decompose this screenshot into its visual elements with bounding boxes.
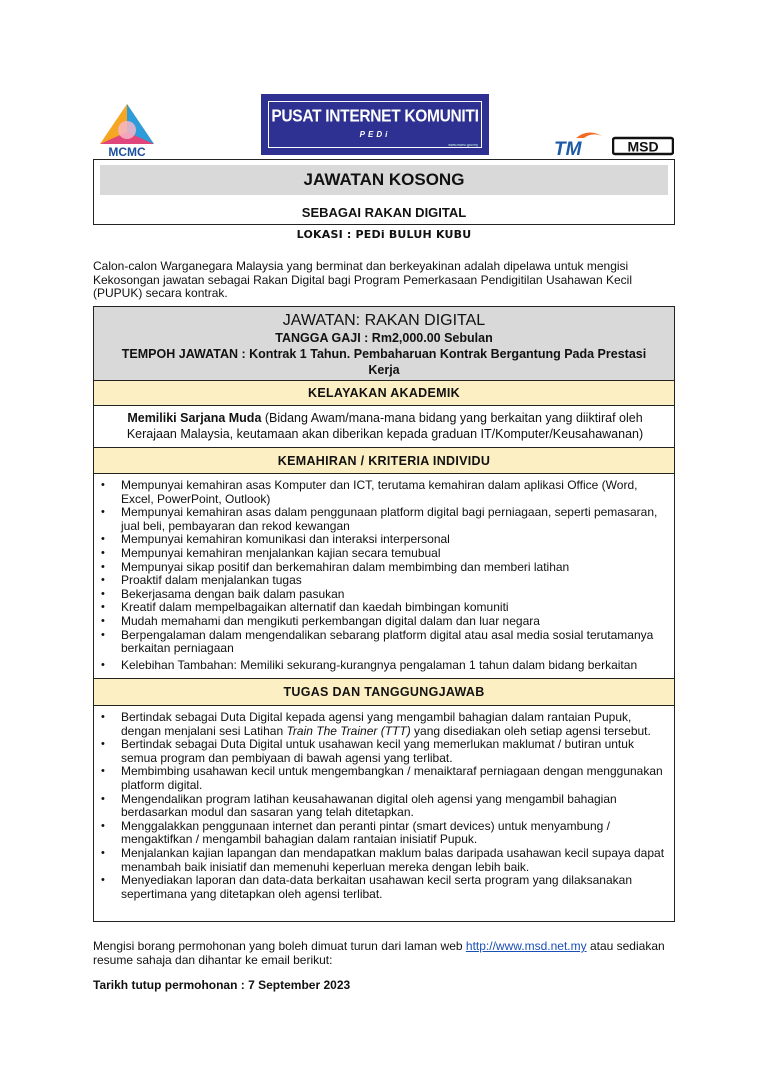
page-subtitle: SEBAGAI RAKAN DIGITAL — [301, 205, 467, 220]
svg-text:MCMC: MCMC — [108, 145, 146, 158]
duties-list — [94, 711, 666, 901]
pedi-logo-title: PUSAT INTERNET KOMUNITI — [271, 106, 479, 127]
skills-heading: KEMAHIRAN / KRITERIA INDIVIDU — [94, 448, 674, 474]
skill-item: • Mudah memahami dan mengikuti perkembangan digital dalam dan luar negara — [94, 615, 666, 629]
academic-degree: Memiliki Sarjana Muda — [127, 411, 262, 425]
svg-text:TM: TM — [554, 139, 582, 156]
duty-item: • Menyediakan laporan dan data-data berkaitan usahawan kecil serta program yang dilaksanakan sepertimana yang ditetapkan oleh agensi terlibat. — [94, 874, 666, 901]
duty-item: • Menggalakkan penggunaan internet dan peranti pintar (smart devices) untuk menyambung / mengaktifkan / mengambil bahagian dalam rantaian inisiatif Pupuk. — [94, 820, 666, 847]
skill-item: • Kreatif dalam mempelbagaikan alternatif dan kaedah bimbingan komuniti — [94, 601, 666, 615]
pedi-logo-subtitle: PEDi — [359, 130, 391, 139]
pedi-logo-url: www.mcmc.gov.my — [448, 143, 478, 147]
job-tenure: TEMPOH JAWATAN : Kontrak 1 Tahun. Pembaharuan Kontrak Bergantung Pada Prestasi Kerja — [121, 347, 647, 377]
page-title: JAWATAN KOSONG — [100, 165, 668, 195]
closing-date: Tarikh tutup permohonan : 7 September 2023 — [93, 978, 351, 992]
duty-item: • Membimbing usahawan kecil untuk mengembangkan / menaiktaraf perniagaan dengan menggunakan platform digital. — [94, 765, 666, 792]
tm-logo — [554, 130, 604, 156]
apply-text: atau sediakan resume sahaja dan dihantar ke email berikut: — [93, 939, 665, 967]
skill-item: • Mempunyai kemahiran asas dalam penggunaan platform digital bagi perniagaan, seperti pemasaran, jual beli, pembayaran dan rekod kewangan — [94, 506, 666, 533]
academic-requirement — [94, 406, 674, 448]
msd-website-link[interactable]: http://www.msd.net.my — [465, 939, 587, 953]
location: LOKASI : PEDi BULUH KUBU — [296, 228, 472, 241]
skill-item: • Mempunyai kemahiran menjalankan kajian secara temubual — [94, 547, 666, 561]
skill-item: • Mempunyai kemahiran komunikasi dan interaksi interpersonal — [94, 533, 666, 547]
skill-item: • Mempunyai kemahiran asas Komputer dan ICT, terutama kemahiran dalam aplikasi Office (Word, Excel, PowerPoint, Outlook) — [94, 479, 666, 506]
duty-text: yang disediakan oleh setiap agensi tersebut. — [410, 723, 651, 738]
svg-text:MSD: MSD — [627, 138, 659, 155]
academic-heading: KELAYAKAN AKADEMIK — [94, 381, 674, 406]
job-salary: TANGGA GAJI : Rm2,000.00 Sebulan — [275, 331, 493, 345]
skill-item: • Mempunyai sikap positif dan berkemahiran dalam membimbing dan memberi latihan — [94, 561, 666, 575]
academic-details: (Bidang Awam/mana-mana bidang yang berkaitan yang diiktiraf oleh Kerajaan Malaysia, keutamaan akan diberikan kepada graduan IT/Komputer/Keusahawanan) — [126, 411, 644, 441]
apply-instructions — [93, 940, 683, 967]
intro-paragraph: Calon-calon Warganegara Malaysia yang berminat dan berkeyakinan adalah dipelawa untuk mengisi Kekosongan jawatan sebagai Rakan Digital bagi Program Pemerkasaan Pendigitilan Usahawan Kecil (PUPUK) secara kontrak. — [93, 259, 632, 301]
duty-text: Bertindak sebagai Duta Digital kepada agensi yang mengambil bahagian dalam rantaian Pupuk, dengan menjalani sesi Latihan — [121, 710, 632, 738]
pedi-logo — [261, 94, 489, 155]
skill-item: • Proaktif dalam menjalankan tugas — [94, 574, 666, 588]
title-box — [93, 159, 675, 225]
skills-list — [94, 479, 666, 672]
skill-item: • Kelebihan Tambahan: Memiliki sekurang-kurangnya pengalaman 1 tahun dalam bidang berkaitan — [94, 659, 666, 673]
apply-text: Mengisi borang permohonan yang boleh dimuat turun dari laman web — [93, 939, 466, 953]
mcmc-logo — [94, 102, 160, 158]
skills-section — [94, 474, 674, 679]
msd-logo — [612, 136, 674, 156]
skill-item: • Berpengalaman dalam mengendalikan sebarang platform digital atau asal media sosial terutamanya berkaitan perniagaan — [94, 629, 666, 656]
duty-item: • Bertindak sebagai Duta Digital untuk usahawan kecil yang memerlukan maklumat / butiran untuk semua program dan pembiyaan di bawah agensi yang terlibat. — [94, 738, 666, 765]
duty-text-italic: Train The Trainer (TTT) — [286, 723, 411, 738]
skill-item: • Bekerjasama dengan baik dalam pasukan — [94, 588, 666, 602]
duty-item: • Mengendalikan program latihan keusahawanan digital oleh agensi yang mengambil bahagian berdasarkan modul dan sasaran yang telah ditetapkan. — [94, 793, 666, 820]
job-table — [93, 306, 675, 922]
job-summary — [94, 307, 674, 381]
duty-item: • Menjalankan kajian lapangan dan mendapatkan maklum balas daripada usahawan kecil supaya dapat menambah baik inisiatif dan memenuhi keperluan mereka dengan lebih baik. — [94, 847, 666, 874]
job-title: JAWATAN: RAKAN DIGITAL — [282, 312, 486, 329]
duties-heading: TUGAS DAN TANGGUNGJAWAB — [94, 679, 674, 706]
duty-item — [94, 711, 666, 738]
duties-section — [94, 706, 674, 921]
